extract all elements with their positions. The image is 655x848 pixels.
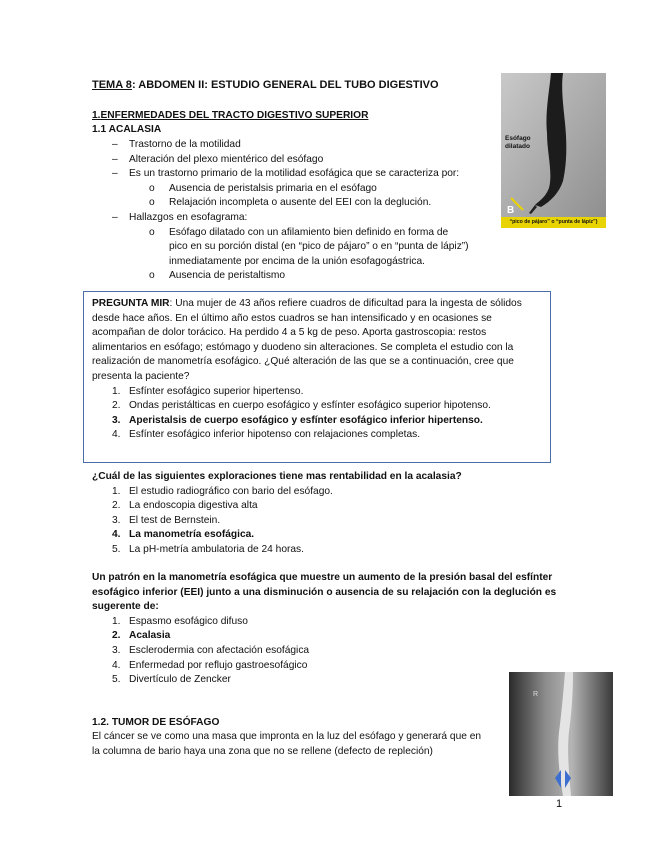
question-3	[92, 571, 562, 688]
mir-question-line: presenta la paciente?	[92, 370, 190, 382]
q3-option-correct: 2. Acalasia	[112, 630, 171, 642]
image-caption: “pico de pájaro” o “punta de lápiz”)	[501, 217, 606, 228]
acalasia-list	[92, 138, 502, 284]
q2-option: 2. La endoscopia digestiva alta	[112, 500, 258, 512]
mir-option: 1. Esfínter esofágico superior hipertenso.	[112, 385, 304, 397]
mir-question-line: realización de manometría esofágico. ¿Qué alteración de las que se a continuación, cree que	[92, 356, 514, 368]
q2-option: 5. La pH-metría ambulatoria de 24 horas.	[112, 543, 304, 555]
q3-option: 3. Esclerodermia con afectación esofágica	[112, 644, 310, 656]
list-subitem: o Ausencia de peristaltismo	[92, 269, 502, 284]
page-title	[92, 78, 439, 93]
esophageal-tumor-xray	[509, 672, 613, 796]
list-subitem-cont: pico en su porción distal (en “pico de pájaro” o en “punta de lápiz”)	[169, 241, 469, 253]
esophagram-image	[501, 73, 606, 228]
list-item: – Trastorno de la motilidad	[92, 138, 502, 153]
mir-option: 2. Ondas peristálticas en cuerpo esofágico y esfínter esofágico superior hipotenso.	[112, 400, 491, 412]
section2-text	[92, 730, 502, 759]
esophagus-label: Esófago dilatado	[505, 135, 531, 150]
section2-line: El cáncer se ve como una masa que impronta en la luz del esófago y generará que en	[92, 731, 482, 742]
question-3-line: sugerente de:	[92, 601, 159, 613]
mir-question-line: alimentarios en esófago; estómago y duodeno sin alteraciones. Se completa el estudio con la	[92, 341, 514, 353]
q3-option: 5. Divertículo de Zencker	[112, 674, 231, 686]
mir-question-line: desde hace años. En el último año estos cuadros se han intensificado y en ocasiones se	[92, 312, 492, 324]
acalasia-subtitle: 1.1 ACALASIA	[92, 124, 162, 135]
question-3-line: Un patrón en la manometría esofágica que muestre un aumento de la presión basal del esfínter	[92, 572, 553, 583]
page-number: 1	[556, 798, 563, 810]
question-2-title: ¿Cuál de las siguientes exploraciones tiene mas rentabilidad en la acalasia?	[92, 471, 462, 482]
list-subitem-cont: inmediatamente por encima de la unión esofagogástrica.	[169, 255, 425, 267]
title-rest: : ABDOMEN II: ESTUDIO GENERAL DEL TUBO DIGESTIVO	[131, 79, 439, 91]
mir-label: PREGUNTA MIR	[92, 298, 170, 309]
q2-option: 3. El test de Bernstein.	[112, 514, 221, 526]
mir-option: 4. Esfínter esofágico inferior hipotenso con relajaciones completas.	[112, 429, 421, 441]
image-letter-b: B	[507, 205, 515, 216]
mir-option-correct: 3. Aperistalsis de cuerpo esofágico y esfínter esofágico inferior hipertenso.	[112, 414, 483, 426]
mir-question-box	[83, 291, 551, 463]
q2-option: 1. El estudio radiográfico con bario del esófago.	[112, 485, 333, 497]
mir-question-line	[92, 297, 550, 312]
tema-label: TEMA 8	[92, 79, 132, 91]
list-item: – Es un trastorno primario de la motilidad esofágica que se caracteriza por:	[92, 167, 502, 182]
mir-text: : Una mujer de 43 años refiere cuadros de dificultad para la ingesta de sólidos	[169, 298, 522, 309]
mir-question-line: acompañan de dolor torácico. Ha perdido 4 a 5 kg de peso. Aporta gastroscopia: restos	[92, 327, 487, 339]
section2-title: 1.2. TUMOR DE ESÓFAGO	[92, 717, 220, 728]
xray-letter: R	[533, 691, 539, 698]
list-subitem: o Esófago dilatado con un afilamiento bien definido en forma de	[92, 226, 502, 241]
list-item: – Alteración del plexo mientérico del esófago	[92, 153, 502, 168]
xray-graphic	[509, 672, 613, 796]
question-3-line: esofágico inferior (EEI) junto a una disminución o ausencia de su relajación con la deglución es	[92, 586, 557, 598]
question-2	[92, 470, 512, 558]
list-subitem: o Relajación incompleta o ausente del EEI con la deglución.	[92, 196, 502, 211]
section1-title: 1.ENFERMEDADES DEL TRACTO DIGESTIVO SUPERIOR	[92, 110, 369, 121]
q3-option: 1. Espasmo esofágico difuso	[112, 615, 248, 627]
section2-line: la columna de bario haya una zona que no se rellene (defecto de repleción)	[92, 745, 433, 757]
q2-option-correct: 4. La manometría esofágica.	[112, 529, 255, 541]
list-subitem: o Ausencia de peristalsis primaria en el esófago	[92, 182, 502, 197]
q3-option: 4. Enfermedad por reflujo gastroesofágico	[112, 659, 308, 671]
list-item: – Hallazgos en esofagrama:	[92, 211, 502, 226]
